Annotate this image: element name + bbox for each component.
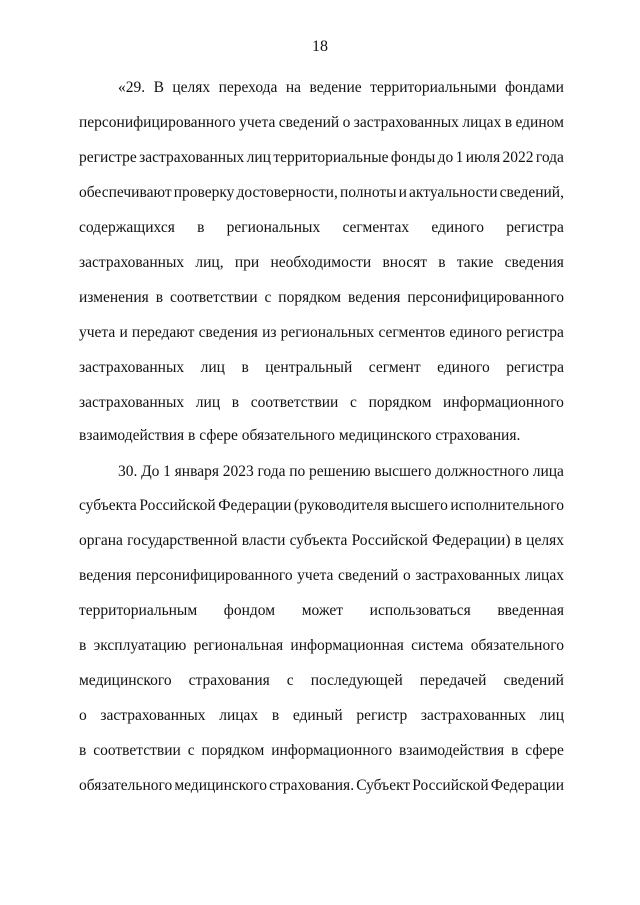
text-word: персонифицированного <box>79 114 236 131</box>
text-line <box>79 566 564 586</box>
text-word: информационная <box>290 637 404 654</box>
text-word: в <box>241 359 249 376</box>
text-word: страхования. <box>269 777 355 794</box>
text-word: соответствии <box>250 394 339 411</box>
text-line <box>79 253 564 273</box>
text-line <box>79 671 564 691</box>
text-word: единого <box>431 219 484 236</box>
text-word: 1 <box>163 463 171 480</box>
text-word: из <box>262 324 277 341</box>
text-word: сведений <box>278 114 340 131</box>
text-word: о <box>403 567 411 584</box>
text-word: целях <box>526 532 564 549</box>
text-word: ведения <box>79 567 132 584</box>
text-word: лиц <box>246 149 271 166</box>
text-line <box>79 218 564 238</box>
text-word: по <box>289 463 306 480</box>
text-word: единого <box>449 324 502 341</box>
text-word: вносят <box>382 254 427 271</box>
text-word: фонды <box>390 149 436 166</box>
text-word: медицинского <box>174 777 267 794</box>
text-word: фондами <box>504 79 564 96</box>
text-word: о <box>79 707 87 724</box>
text-line <box>79 601 564 621</box>
text-word: лиц <box>195 394 221 411</box>
text-word: с <box>350 394 357 411</box>
text-word: 1 <box>455 149 464 166</box>
text-line <box>79 531 564 551</box>
text-word: о <box>342 114 351 131</box>
text-word: с <box>264 289 272 306</box>
text-word: регистра <box>506 324 564 341</box>
text-word: лиц <box>200 359 225 376</box>
text-word: региональных <box>226 219 321 236</box>
text-word: лицах <box>219 707 259 724</box>
text-word: Федерации <box>490 777 564 794</box>
text-word: в <box>271 707 280 724</box>
text-line <box>79 148 564 168</box>
text-word: персонифицированного <box>407 289 564 306</box>
text-word: единого <box>437 359 490 376</box>
text-word: территориальными <box>370 79 497 96</box>
text-word: может <box>301 602 344 619</box>
text-line <box>79 393 564 413</box>
text-word: власти <box>241 532 286 549</box>
text-word: с <box>286 672 294 689</box>
text-word: на <box>285 79 302 96</box>
text-word: взаимодействия <box>398 742 505 759</box>
text-line <box>118 462 564 482</box>
text-word: в <box>231 394 240 411</box>
text-word: в <box>511 742 519 759</box>
text-word: единый <box>292 707 343 724</box>
text-word: актуальности <box>409 184 498 201</box>
text-word: достоверности, <box>236 184 338 201</box>
text-word: в <box>79 742 87 759</box>
text-word: полноты <box>339 184 397 201</box>
text-word: застрахованных <box>415 567 521 584</box>
text-word: региональная <box>193 637 284 654</box>
text-word: регистр <box>356 707 408 724</box>
text-word: государственной <box>127 532 238 549</box>
text-word: персонифицированного <box>135 567 293 584</box>
text-word: изменения <box>79 289 149 306</box>
text-word: в <box>155 289 164 306</box>
text-word: с <box>187 742 195 759</box>
text-line <box>79 323 564 343</box>
text-word: использоваться <box>369 602 471 619</box>
text-word: необходимости <box>270 254 372 271</box>
text-word: 2023 <box>222 463 254 480</box>
text-word: застрахованных <box>100 707 206 724</box>
text-line <box>79 741 564 761</box>
text-word: введенная <box>497 602 564 619</box>
text-word: сведений <box>338 567 399 584</box>
text-line <box>79 496 564 516</box>
text-word: Федерации) <box>432 532 511 549</box>
text-word: июля <box>465 149 501 166</box>
text-word: высшего <box>374 463 432 480</box>
text-word: передают <box>131 324 195 341</box>
text-word: соответствии <box>169 289 258 306</box>
text-word: система <box>411 637 464 654</box>
text-line <box>79 183 564 203</box>
text-line <box>79 776 564 796</box>
text-line <box>79 113 564 133</box>
text-word: Российской <box>351 532 428 549</box>
text-word: территориальные <box>273 149 389 166</box>
text-word: Субъект <box>356 777 411 794</box>
text-word: обеспечивают <box>79 184 172 201</box>
text-word: регистра <box>506 359 564 376</box>
text-word: учета <box>239 114 276 131</box>
text-word: застрахованных <box>139 149 245 166</box>
text-word: информационного <box>271 742 393 759</box>
text-word: Российской <box>139 497 216 514</box>
text-word: субъекта <box>79 497 137 514</box>
text-word: должностного <box>435 463 529 480</box>
text-word: страхования <box>188 672 270 689</box>
text-word: региональных <box>280 324 375 341</box>
text-word: застрахованных <box>79 359 185 376</box>
text-word: (руководителя <box>293 497 389 514</box>
text-word: субъекта <box>289 532 348 549</box>
text-word: 30. <box>118 463 138 480</box>
text-word: В <box>153 79 164 96</box>
text-line <box>79 636 564 656</box>
text-word: такие <box>456 254 494 271</box>
text-word: застрахованных <box>420 707 527 724</box>
text-word: в <box>438 254 446 271</box>
text-line <box>79 288 564 308</box>
text-word: лицах <box>525 567 564 584</box>
text-word: в <box>79 637 87 654</box>
text-word: в <box>514 532 522 549</box>
text-word: при <box>234 254 260 271</box>
text-line: взаимодействия в сфере обязательного медицинского страхования. <box>79 427 521 444</box>
text-word: медицинского <box>79 672 172 689</box>
text-word: обязательного <box>470 637 564 654</box>
text-word: сегментах <box>342 219 410 236</box>
text-word: порядком <box>368 394 432 411</box>
text-word: и <box>119 324 128 341</box>
text-line <box>79 358 564 378</box>
text-word: сведений <box>503 672 564 689</box>
text-line <box>79 706 564 726</box>
text-word: целях <box>172 79 211 96</box>
text-word: едином <box>515 114 564 131</box>
text-word: лицах <box>462 114 502 131</box>
text-word: января <box>174 463 219 480</box>
text-word: года <box>257 463 286 480</box>
text-word: решению <box>309 463 371 480</box>
text-word: порядком <box>201 742 265 759</box>
text-word: соответствии <box>93 742 181 759</box>
text-word: «29. <box>118 79 146 96</box>
text-word: сегмент <box>368 359 421 376</box>
text-word: обязательного <box>79 777 173 794</box>
text-word: сведений, <box>499 184 564 201</box>
text-word: сфере <box>525 742 564 759</box>
text-word: высшего <box>390 497 448 514</box>
text-word: сведения <box>504 254 564 271</box>
text-word: застрахованных <box>79 394 185 411</box>
text-word: лица <box>532 463 564 480</box>
text-word: содержащихся <box>79 219 175 236</box>
text-word: до <box>437 149 454 166</box>
text-word: и <box>398 184 407 201</box>
text-word: учета <box>79 324 116 341</box>
text-word: в <box>197 219 205 236</box>
text-word: проверку <box>173 184 235 201</box>
text-word: регистре <box>79 149 137 166</box>
text-word: органа <box>79 532 123 549</box>
text-word: Федерации <box>218 497 292 514</box>
text-word: фондом <box>223 602 276 619</box>
text-word: застрахованных <box>79 254 185 271</box>
text-line <box>118 78 564 98</box>
text-word: ведение <box>309 79 362 96</box>
text-word: перехода <box>218 79 278 96</box>
text-word: порядком <box>278 289 342 306</box>
text-word: лиц, <box>195 254 224 271</box>
text-word: в <box>504 114 513 131</box>
text-word: передачей <box>419 672 487 689</box>
text-word: информационного <box>443 394 564 411</box>
text-word: территориальным <box>79 602 198 619</box>
text-word: центральный <box>265 359 353 376</box>
text-word: года <box>535 149 564 166</box>
text-word: учета <box>297 567 334 584</box>
text-word: лиц <box>539 707 564 724</box>
page-number: 18 <box>312 38 328 55</box>
text-word: сегментов <box>378 324 446 341</box>
text-word: сведения <box>198 324 258 341</box>
text-word: эксплуатацию <box>93 637 187 654</box>
text-word: ведения <box>348 289 401 306</box>
text-word: исполнительного <box>450 497 564 514</box>
text-word: Российской <box>412 777 489 794</box>
text-word: 2022 <box>502 149 534 166</box>
text-word: регистра <box>506 219 564 236</box>
text-word: застрахованных <box>353 114 459 131</box>
text-word: последующей <box>310 672 403 689</box>
text-word: До <box>141 463 160 480</box>
